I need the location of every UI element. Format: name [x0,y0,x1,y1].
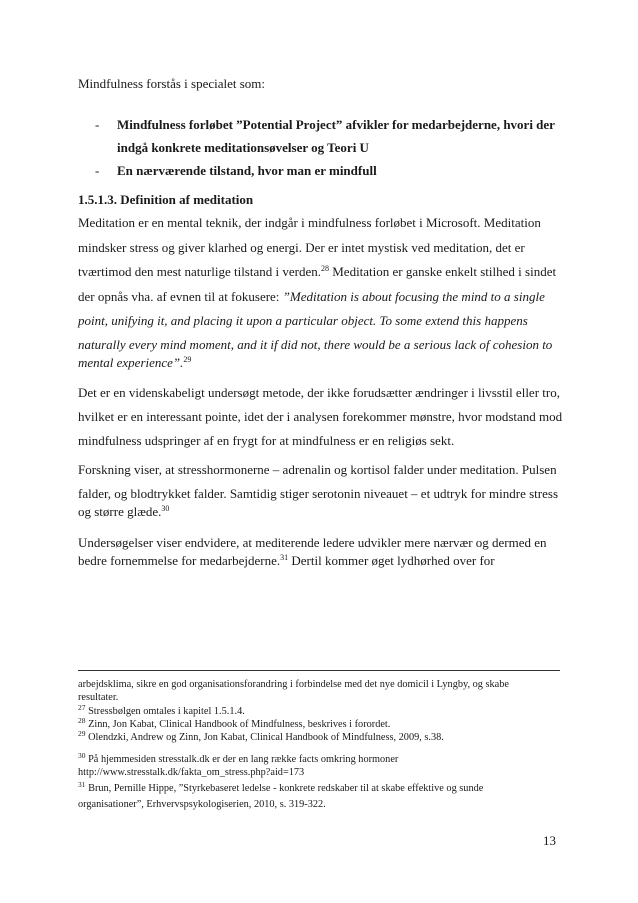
footnote-31-line-2: organisationer”, Erhvervspsykologiserien, 2010, s. 319-322. [78,799,326,810]
p1-text: der opnås vha. af evnen til at fokusere: [78,289,283,304]
p1-line [78,289,545,305]
page-number: 13 [543,833,556,848]
footnote-31 [78,780,483,794]
quote-text: mental experience”. [78,355,184,370]
footnote-number: 27 [78,703,86,712]
bullet-1-line-1: Mindfulness forløbet ”Potential Project” afvikler for medarbejderne, hvori der [117,117,555,132]
bullet-1-line-2: indgå konkrete meditationsøvelser og Teori U [117,140,369,155]
footnote-number: 30 [78,751,86,760]
p3-line [78,504,169,520]
p2-line: hvilket er en interessant pointe, idet der i analysen forekommer mønstre, hvor modstand mod [78,409,563,424]
bullet-2-line-1: En nærværende tilstand, hvor man er mindfull [117,163,377,178]
footnote-text: Stressbølgen omtales i kapitel 1.5.1.4. [85,706,245,717]
footnote-ref-31[interactable]: 31 [280,553,289,562]
p1-line [78,313,528,329]
p3-line: falder, og blodtrykket falder. Samtidig stiger serotonin niveauet – et udtryk for mindre stress [78,486,559,501]
p2-line: mindfulness udspringer af en frygt for at mindfulness er en religiøs sekt. [78,433,455,448]
p1-line: Meditation er en mental teknik, der indgår i mindfulness forløbet i Microsoft. Meditation [78,215,541,230]
footnote-30 [78,751,398,765]
footnote-separator [78,670,560,671]
quote-text: naturally every mind moment, and it if did not, there would be a serious lack of cohesion to [78,337,553,352]
footnote-ref-29[interactable]: 29 [183,355,192,364]
p1-text: tværtimod den mest naturlige tilstand i verden. [78,264,321,279]
footnote-continuation: resultater. [78,692,119,703]
footnote-text: Zinn, Jon Kabat, Clinical Handbook of Mindfulness, beskrives i forordet. [85,719,391,730]
footnote-number: 28 [78,716,86,725]
p1-line [78,355,191,371]
p3-line: Forskning viser, at stresshormonerne – adrenalin og kortisol falder under meditation. Pulsen [78,462,557,477]
p4-line: Undersøgelser viser endvidere, at mediterende ledere udvikler mere nærvær og dermed en [78,535,547,550]
footnote-28 [78,716,390,730]
p1-line: mindsker stress og giver klarhed og energi. Der er intet mystisk ved meditation, det er [78,240,525,255]
footnote-29 [78,729,444,743]
bullet-dash: - [95,117,100,132]
footnote-number: 31 [78,780,86,789]
p1-line [78,264,556,280]
p3-text: og større glæde. [78,504,162,519]
footnote-continuation: arbejdsklima, sikre en god organisationsforandring i forbindelse med det nye domicil i Lyngby, og skabe [78,679,509,690]
bullet-dash: - [95,163,100,178]
footnote-30-url[interactable]: http://www.stresstalk.dk/fakta_om_stress.php?aid=173 [78,767,305,778]
footnote-text: Brun, Pernille Hippe, ”Styrkebaseret ledelse - konkrete redskaber til at skabe effektive og sunde [85,783,484,794]
footnote-ref-30[interactable]: 30 [161,504,170,513]
footnote-number: 29 [78,729,86,738]
footnote-27 [78,703,245,717]
p1-text: Meditation er ganske enkelt stilhed i sindet [328,264,557,279]
p4-text: bedre fornemmelse for medarbejderne. [78,553,281,568]
quote-text: point, unifying it, and placing it upon a particular object. To some extend this happens [78,313,528,328]
section-heading: 1.5.1.3. Definition af meditation [78,192,254,207]
p2-line: Det er en videnskabeligt undersøgt metode, der ikke forudsætter ændringer i livsstil eller tro, [78,385,560,400]
footnote-text: På hjemmesiden stresstalk.dk er der en lang række facts omkring hormoner [85,754,399,765]
footnote-ref-28[interactable]: 28 [320,264,329,273]
footnote-text: Olendzki, Andrew og Zinn, Jon Kabat, Clinical Handbook of Mindfulness, 2009, s.38. [85,732,444,743]
quote-text: ”Meditation is about focusing the mind to a single [282,289,545,304]
p1-line [78,337,552,353]
p4-text: Dertil kommer øget lydhørhed over for [288,553,495,568]
p4-line [78,553,495,569]
intro-text: Mindfulness forstås i specialet som: [78,76,266,91]
